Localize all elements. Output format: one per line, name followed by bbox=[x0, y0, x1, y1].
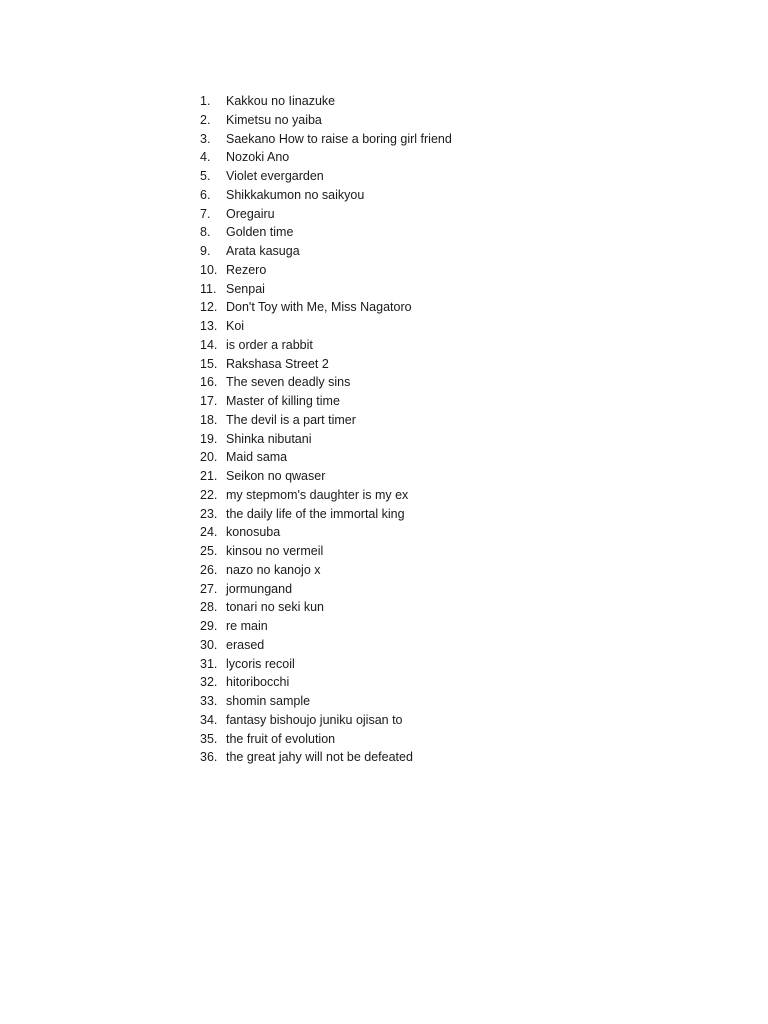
list-item bbox=[200, 580, 452, 599]
list-item-number: 1. bbox=[200, 94, 211, 108]
list-item-number: 6. bbox=[200, 187, 211, 202]
list-item-text: Maid sama bbox=[226, 450, 288, 465]
list-item bbox=[200, 92, 452, 111]
list-item-number: 20. bbox=[200, 450, 218, 465]
list-item bbox=[200, 673, 452, 692]
list-item bbox=[200, 148, 452, 167]
list-item-text: Violet evergarden bbox=[226, 169, 324, 183]
list-item-text: Koi bbox=[226, 319, 245, 333]
list-item-text: Rakshasa Street 2 bbox=[226, 356, 329, 371]
list-item-text: Master of killing time bbox=[226, 394, 340, 408]
list-item bbox=[200, 186, 452, 205]
list-item bbox=[200, 373, 452, 392]
numbered-list bbox=[200, 92, 452, 767]
list-item bbox=[200, 505, 452, 524]
list-item-number: 11. bbox=[200, 281, 217, 296]
list-item-text: nazo no kanojo x bbox=[226, 562, 321, 577]
list-item-text: re main bbox=[226, 619, 268, 633]
list-item-number: 3. bbox=[200, 131, 211, 146]
list-item bbox=[200, 336, 452, 355]
list-item-text: Don't Toy with Me, Miss Nagatoro bbox=[226, 300, 412, 315]
list-item-text: The devil is a part timer bbox=[226, 412, 356, 427]
list-item-text: fantasy bishoujo juniku ojisan to bbox=[226, 712, 403, 727]
list-item-text: hitoribocchi bbox=[226, 675, 290, 690]
list-item-number: 21. bbox=[200, 469, 218, 483]
list-item-number: 12. bbox=[200, 300, 218, 315]
list-item bbox=[200, 298, 452, 317]
list-item bbox=[200, 598, 452, 617]
list-item bbox=[200, 448, 452, 467]
list-item-number: 2. bbox=[200, 112, 211, 127]
list-item-number: 23. bbox=[200, 506, 218, 521]
list-item bbox=[200, 561, 452, 580]
list-item-text: shomin sample bbox=[226, 694, 311, 708]
list-item-number: 22. bbox=[200, 487, 218, 502]
list-item-text: konosuba bbox=[226, 525, 281, 540]
list-item bbox=[200, 711, 452, 730]
list-item bbox=[200, 223, 452, 242]
list-item-number: 27. bbox=[200, 581, 218, 596]
list-item-number: 4. bbox=[200, 150, 211, 165]
list-item bbox=[200, 617, 452, 636]
list-item-number: 10. bbox=[200, 262, 218, 277]
list-item bbox=[200, 542, 452, 561]
list-item bbox=[200, 392, 452, 411]
list-item-text: kinsou no vermeil bbox=[226, 544, 324, 558]
list-item bbox=[200, 430, 452, 449]
list-item-text: the daily life of the immortal king bbox=[226, 506, 405, 521]
list-item-number: 33. bbox=[200, 694, 218, 708]
list-item-text: Golden time bbox=[226, 225, 294, 240]
list-item-number: 15. bbox=[200, 356, 218, 371]
list-item bbox=[200, 636, 452, 655]
list-item-text: lycoris recoil bbox=[226, 656, 295, 671]
list-item bbox=[200, 748, 452, 767]
list-item bbox=[200, 280, 452, 299]
list-item-text: Oregairu bbox=[226, 206, 275, 221]
list-item-text: Seikon no qwaser bbox=[226, 469, 326, 483]
list-item-text: Kakkou no Iinazuke bbox=[226, 94, 336, 108]
list-item bbox=[200, 205, 452, 224]
list-item-number: 32. bbox=[200, 675, 218, 690]
list-item-number: 35. bbox=[200, 731, 218, 746]
list-item bbox=[200, 111, 452, 130]
list-item-text: tonari no seki kun bbox=[226, 600, 324, 615]
list-item-text: Nozoki Ano bbox=[226, 150, 290, 165]
list-item-text: the fruit of evolution bbox=[226, 731, 336, 746]
list-item-number: 29. bbox=[200, 619, 218, 633]
list-item-text: is order a rabbit bbox=[226, 337, 313, 352]
list-item-number: 16. bbox=[200, 375, 218, 390]
list-item bbox=[200, 467, 452, 486]
list-item-number: 18. bbox=[200, 412, 218, 427]
list-item-number: 17. bbox=[200, 394, 218, 408]
list-item-number: 28. bbox=[200, 600, 218, 615]
list-item-text: jormungand bbox=[226, 581, 293, 596]
list-item bbox=[200, 692, 452, 711]
list-item-text: Shikkakumon no saikyou bbox=[226, 187, 365, 202]
list-item-text: The seven deadly sins bbox=[226, 375, 351, 390]
list-item-number: 24. bbox=[200, 525, 218, 540]
list-item-number: 26. bbox=[200, 562, 218, 577]
list-item-number: 9. bbox=[200, 244, 211, 258]
list-item bbox=[200, 523, 452, 542]
list-item bbox=[200, 130, 452, 149]
list-item-text: Shinka nibutani bbox=[226, 431, 312, 446]
list-item-number: 34. bbox=[200, 712, 218, 727]
list-item-number: 14. bbox=[200, 337, 218, 352]
list-item-number: 25. bbox=[200, 544, 218, 558]
list-item-text: erased bbox=[226, 637, 265, 652]
list-item-text: my stepmom's daughter is my ex bbox=[226, 487, 409, 502]
list-item-text: Senpai bbox=[226, 281, 265, 296]
list-item bbox=[200, 242, 452, 261]
list-item-text: Saekano How to raise a boring girl friend bbox=[226, 131, 452, 146]
list-item bbox=[200, 486, 452, 505]
list-item-number: 7. bbox=[200, 206, 211, 221]
list-item-number: 30. bbox=[200, 637, 218, 652]
list-item-number: 19. bbox=[200, 431, 218, 446]
list-item-text: the great jahy will not be defeated bbox=[226, 750, 413, 765]
list-item-number: 8. bbox=[200, 225, 211, 240]
list-item-number: 5. bbox=[200, 169, 211, 183]
list-item bbox=[200, 167, 452, 186]
list-item bbox=[200, 730, 452, 749]
list-item-number: 31. bbox=[200, 656, 218, 671]
list-item-number: 13. bbox=[200, 319, 218, 333]
list-item-text: Arata kasuga bbox=[226, 244, 300, 258]
list-item bbox=[200, 655, 452, 674]
list-item bbox=[200, 261, 452, 280]
list-item bbox=[200, 317, 452, 336]
list-item bbox=[200, 355, 452, 374]
list-item-text: Rezero bbox=[226, 262, 267, 277]
list-item-text: Kimetsu no yaiba bbox=[226, 112, 322, 127]
list-item bbox=[200, 411, 452, 430]
list-item-number: 36. bbox=[200, 750, 218, 765]
